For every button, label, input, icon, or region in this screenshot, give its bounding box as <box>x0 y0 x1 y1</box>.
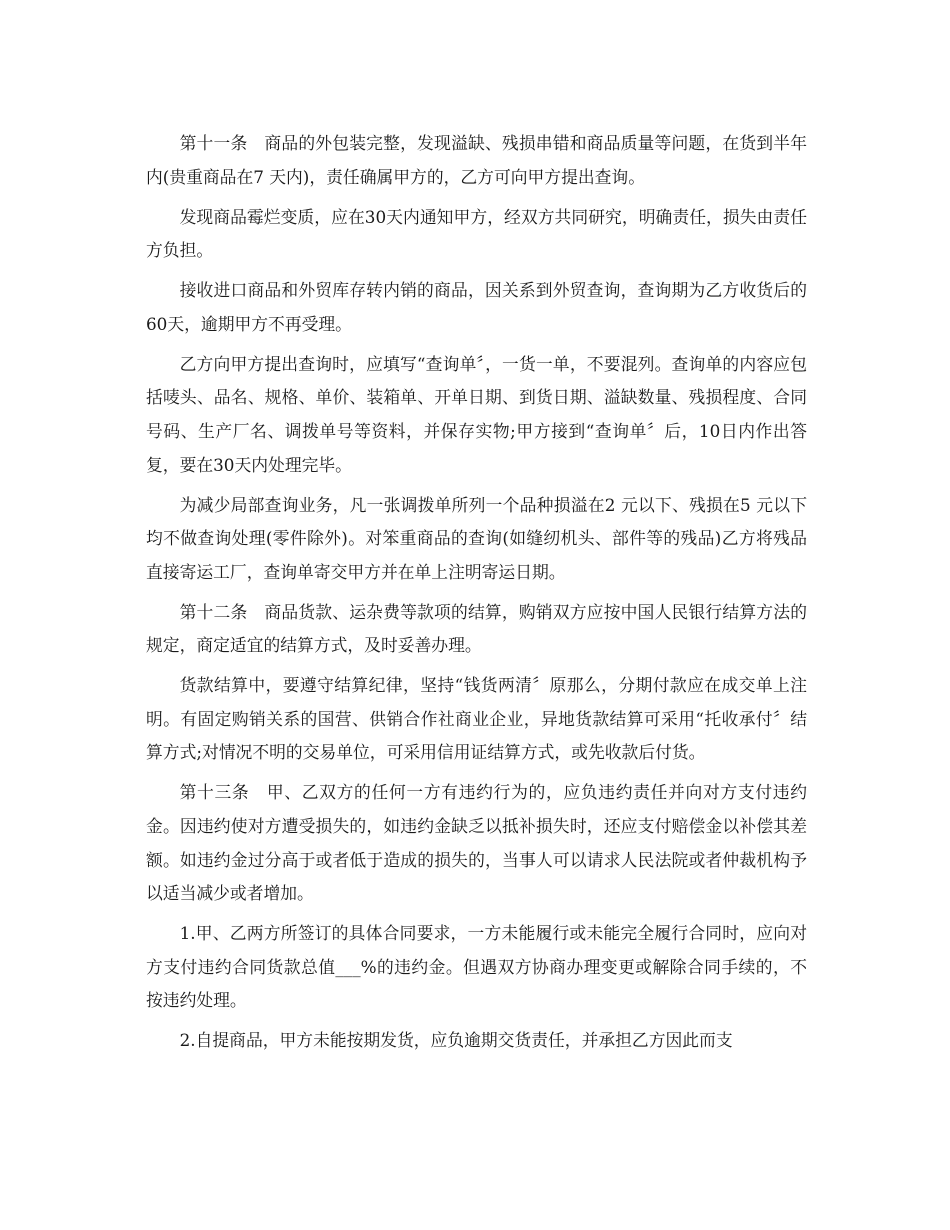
paragraph-import-goods: 接收进口商品和外贸库存转内销的商品，因关系到外贸查询，查询期为乙方收货后的60天，逾期甲方不再受理。 <box>146 280 807 334</box>
paragraph-item-2: 2.自提商品，甲方未能按期发货，应负逾期交货责任，并承担乙方因此而支 <box>179 1030 733 1051</box>
paragraph-spoilage: 发现商品霉烂变质，应在30天内通知甲方，经双方共同研究，明确责任，损失由责任方负担。 <box>146 206 807 261</box>
paragraph-inquiry-form: 乙方向甲方提出查询时，应填写“查询单〞，一货一单，不要混列。查询单的内容应包括唛头、品名、规格、单价、装箱单、开单日期、到货日期、溢缺数量、残损程度、合同号码、生产厂名、调拨单号等资料，并保存实物;甲方接到“查询单〞后，10日内作出答复，要在30天内处理完毕。 <box>146 353 807 475</box>
paragraph-article-11: 第十一条 商品的外包装完整，发现溢缺、残损串错和商品质量等问题，在货到半年内(贵重商品在7 天内)，责任确属甲方的，乙方可向甲方提出查询。 <box>146 133 807 187</box>
paragraph-settlement: 货款结算中，要遵守结算纪律，坚持“钱货两清〞原那么，分期付款应在成交单上注明。有固定购销关系的国营、供销合作社商业企业，异地货款结算可采用“托收承付〞结算方式;对情况不明的交易单位，可采用信用证结算方式，或先收款后付货。 <box>146 675 807 763</box>
paragraph-article-12: 第十二条 商品货款、运杂费等款项的结算，购销双方应按中国人民银行结算方法的规定，商定适宜的结算方式，及时妥善办理。 <box>146 601 807 656</box>
paragraph-article-13: 第十三条 甲、乙双方的任何一方有违约行为的，应负违约责任并向对方支付违约金。因违约使对方遭受损失的，如违约金缺乏以抵补损失时，还应支付赔偿金以补偿其差额。如违约金过分高于或者低于造成的损失的，当事人可以请求人民法院或者仲裁机构予以适当减少或者增加。 <box>146 782 807 904</box>
paragraph-reduce-inquiries: 为减少局部查询业务，凡一张调拨单所列一个品种损溢在2 元以下、残损在5 元以下均不做查询处理(零件除外)。对笨重商品的查询(如缝纫机头、部件等的残品)乙方将残品直接寄运工厂，查询单寄交甲方并在单上注明寄运日期。 <box>146 494 807 582</box>
paragraph-item-1: 1.甲、乙两方所签订的具体合同要求，一方未能履行或未能完全履行合同时，应向对方支付违约合同货款总值___%的违约金。但遇双方协商办理变更或解除合同手续的，不按违约处理。 <box>146 923 807 1011</box>
